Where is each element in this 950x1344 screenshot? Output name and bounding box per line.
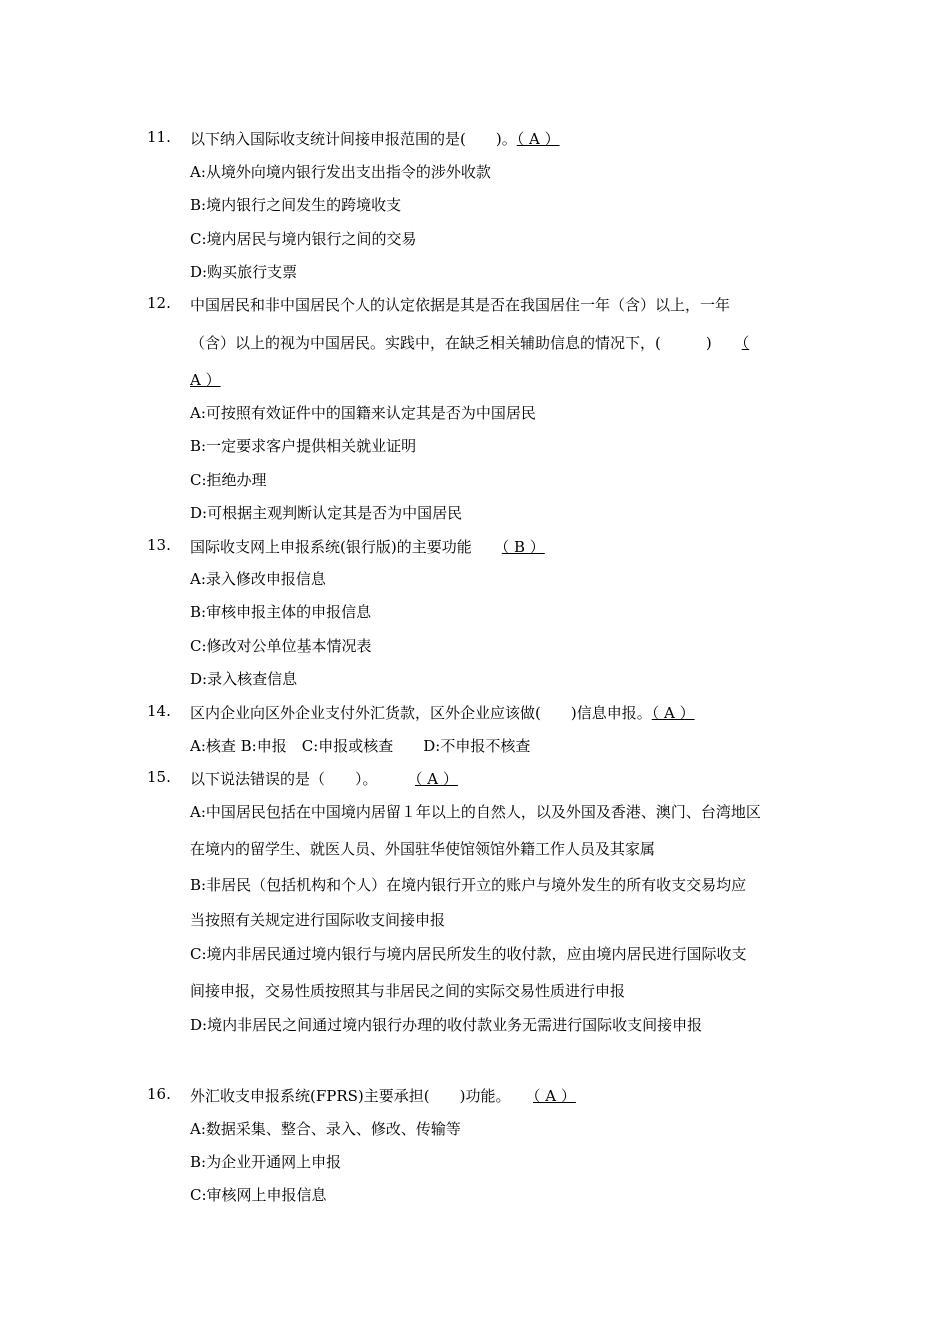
stem-text: 中国居民和非中国居民个人的认定依据是其是否在我国居住一年（含）以上，一年 bbox=[190, 296, 731, 314]
option: B:一定要求客户提供相关就业证明 bbox=[190, 437, 417, 455]
question-stem bbox=[190, 1085, 576, 1106]
answer-mark: （ A ） bbox=[651, 704, 695, 722]
option: C:境内居民与境内银行之间的交易 bbox=[190, 230, 417, 248]
answer-mark: （ A ） bbox=[532, 1087, 576, 1105]
option: C:拒绝办理 bbox=[190, 471, 267, 489]
question-stem bbox=[190, 332, 749, 353]
question-stem bbox=[190, 536, 545, 557]
option: A:录入修改申报信息 bbox=[190, 570, 326, 588]
option: A:可按照有效证件中的国籍来认定其是否为中国居民 bbox=[190, 404, 536, 422]
option: A:中国居民包括在中国境内居留１年以上的自然人，以及外国及香港、澳门、台湾地区 bbox=[190, 803, 761, 821]
option: D:录入核查信息 bbox=[190, 670, 298, 688]
stem-text: （含）以上的视为中国居民。实践中，在缺乏相关辅助信息的情况下，( ) bbox=[190, 334, 742, 352]
stem-text: 以下纳入国际收支统计间接申报范围的是( )。 bbox=[190, 130, 517, 148]
option: A:从境外向境内银行发出支出指令的涉外收款 bbox=[190, 163, 491, 181]
stem-text: 以下说法错误的是（ ）。 bbox=[190, 770, 416, 788]
question-number: 14. bbox=[147, 702, 171, 720]
answer-mark: （ bbox=[741, 334, 750, 352]
option: C:修改对公单位基本情况表 bbox=[190, 637, 372, 655]
question-number: 13. bbox=[147, 536, 171, 554]
answer-mark: （ A ） bbox=[516, 130, 560, 148]
option: C:审核网上申报信息 bbox=[190, 1186, 327, 1204]
question-number: 12. bbox=[147, 294, 171, 312]
option: D:可根据主观判断认定其是否为中国居民 bbox=[190, 504, 463, 522]
question-number: 11. bbox=[147, 128, 171, 146]
question-stem bbox=[190, 369, 221, 390]
question-number: 16. bbox=[147, 1085, 171, 1103]
stem-text: 外汇收支申报系统(FPRS)主要承担( )功能。 bbox=[190, 1087, 533, 1105]
question-stem bbox=[190, 294, 730, 315]
option: D:境内非居民之间通过境内银行办理的收付款业务无需进行国际收支间接申报 bbox=[190, 1016, 703, 1034]
answer-mark: （ A ） bbox=[415, 770, 458, 788]
stem-text: 区内企业向区外企业支付外汇货款，区外企业应该做( )信息申报。 bbox=[190, 704, 652, 722]
option: B:非居民（包括机构和个人）在境内银行开立的账户与境外发生的所有收支交易均应 bbox=[190, 876, 747, 894]
option: D:购买旅行支票 bbox=[190, 263, 298, 281]
option: B:境内银行之间发生的跨境收支 bbox=[190, 196, 402, 214]
option: B:审核申报主体的申报信息 bbox=[190, 603, 372, 621]
option: A:数据采集、整合、录入、修改、传输等 bbox=[190, 1120, 461, 1138]
option: 在境内的留学生、就医人员、外国驻华使馆领馆外籍工作人员及其家属 bbox=[190, 840, 656, 858]
question-number: 15. bbox=[147, 768, 171, 786]
question-stem bbox=[190, 702, 695, 723]
stem-text: 国际收支网上申报系统(银行版)的主要功能 bbox=[190, 538, 502, 556]
option: A:核查 B:申报 C:申报或核查 D:不申报不核查 bbox=[190, 737, 531, 755]
option: 间接申报，交易性质按照其与非居民之间的实际交易性质进行申报 bbox=[190, 982, 626, 1000]
option: B:为企业开通网上申报 bbox=[190, 1153, 342, 1171]
option: C:境内非居民通过境内银行与境内居民所发生的收付款，应由境内居民进行国际收支 bbox=[190, 945, 747, 963]
question-stem bbox=[190, 768, 458, 789]
answer-mark: A ） bbox=[190, 371, 221, 389]
option: 当按照有关规定进行国际收支间接申报 bbox=[190, 911, 446, 929]
question-stem bbox=[190, 128, 560, 149]
answer-mark: （ B ） bbox=[501, 538, 545, 556]
